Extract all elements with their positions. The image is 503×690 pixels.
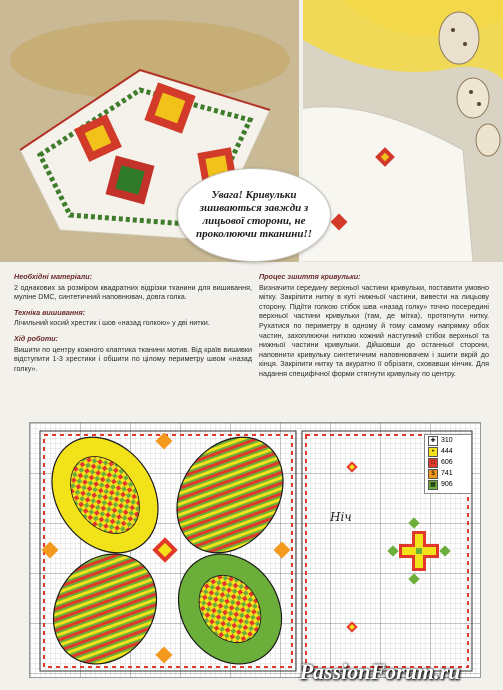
technique-text: Лічильний косий хрестик і шов «назад голкою» у дві нитки.	[14, 318, 210, 328]
thread-color-legend	[424, 434, 472, 494]
materials-text: 2 однакових за розміром квадратних відрізки тканини для вишивання, муліне DMC, синтетичний наповнювач, довга голка.	[14, 282, 252, 302]
legend-code: 606	[441, 459, 453, 466]
chart-signature: Ніч	[330, 510, 352, 524]
legend-code: 310	[441, 437, 453, 444]
legend-code: 906	[441, 481, 453, 488]
legend-row	[425, 457, 471, 468]
process-heading: Хід роботи:	[14, 333, 59, 343]
assembly-heading: Процес зшиття кривульки:	[259, 272, 361, 281]
photo-pincushion-with-eggs	[303, 0, 503, 262]
legend-code: 741	[441, 470, 453, 477]
legend-symbol: $	[428, 469, 438, 479]
pincushion-eggs-illustration	[303, 0, 503, 262]
legend-symbol: □	[428, 458, 438, 468]
technique-heading: Техніка вишивання:	[14, 307, 86, 317]
assembly-text: Визначити середину верхньої частини кривульки, поставити умовно мітку. Закріпити нитку в куті нижньої частини, вивести на лицьову сторону. Підіїти голкою стібок шва «назад голку» точно посередині верхньої частини кривульки (там, де мітка), протягнути нитку. Рухатися по периметру в одному й тому самому напрямку обох частин, захоплюючи ниткою кожний наступний стібок верхньої та нижньої частини кривульки. Дійшовши до останньої сторони, наповнити кривульку синтетичним наповнювачем і зшити вкрій до кінця. Закріпити нитку та акуратно її обрізати, сховавши кінчик. Для надання специфічної форми стягнути кривульку по центру.	[259, 282, 489, 378]
right-text-column	[259, 272, 489, 385]
site-watermark: PassionForum.ru	[299, 659, 461, 684]
legend-code: 444	[441, 448, 453, 455]
cross-stitch-chart	[29, 422, 481, 678]
warning-callout-text: Увага! Кривульки зшиваються завжди з лицьової сторони, не проколюючи тканини!!	[195, 189, 313, 240]
legend-symbol: •	[428, 447, 438, 457]
left-text-column	[14, 272, 252, 379]
legend-row	[425, 479, 471, 490]
legend-symbol: ▦	[428, 480, 438, 490]
cross-stitch-pattern	[30, 423, 480, 677]
materials-heading: Необхідні матеріали:	[14, 272, 93, 281]
legend-row	[425, 446, 471, 457]
legend-symbol: ✚	[428, 436, 438, 446]
process-text: Вишити по центру кожного клаптика тканини мотив. Від країв вишивки відступити 1-3 хрестики і обшити по цілому периметру швом «назад голку».	[14, 344, 252, 373]
legend-row	[425, 435, 471, 446]
warning-callout	[177, 168, 331, 262]
legend-row	[425, 468, 471, 479]
